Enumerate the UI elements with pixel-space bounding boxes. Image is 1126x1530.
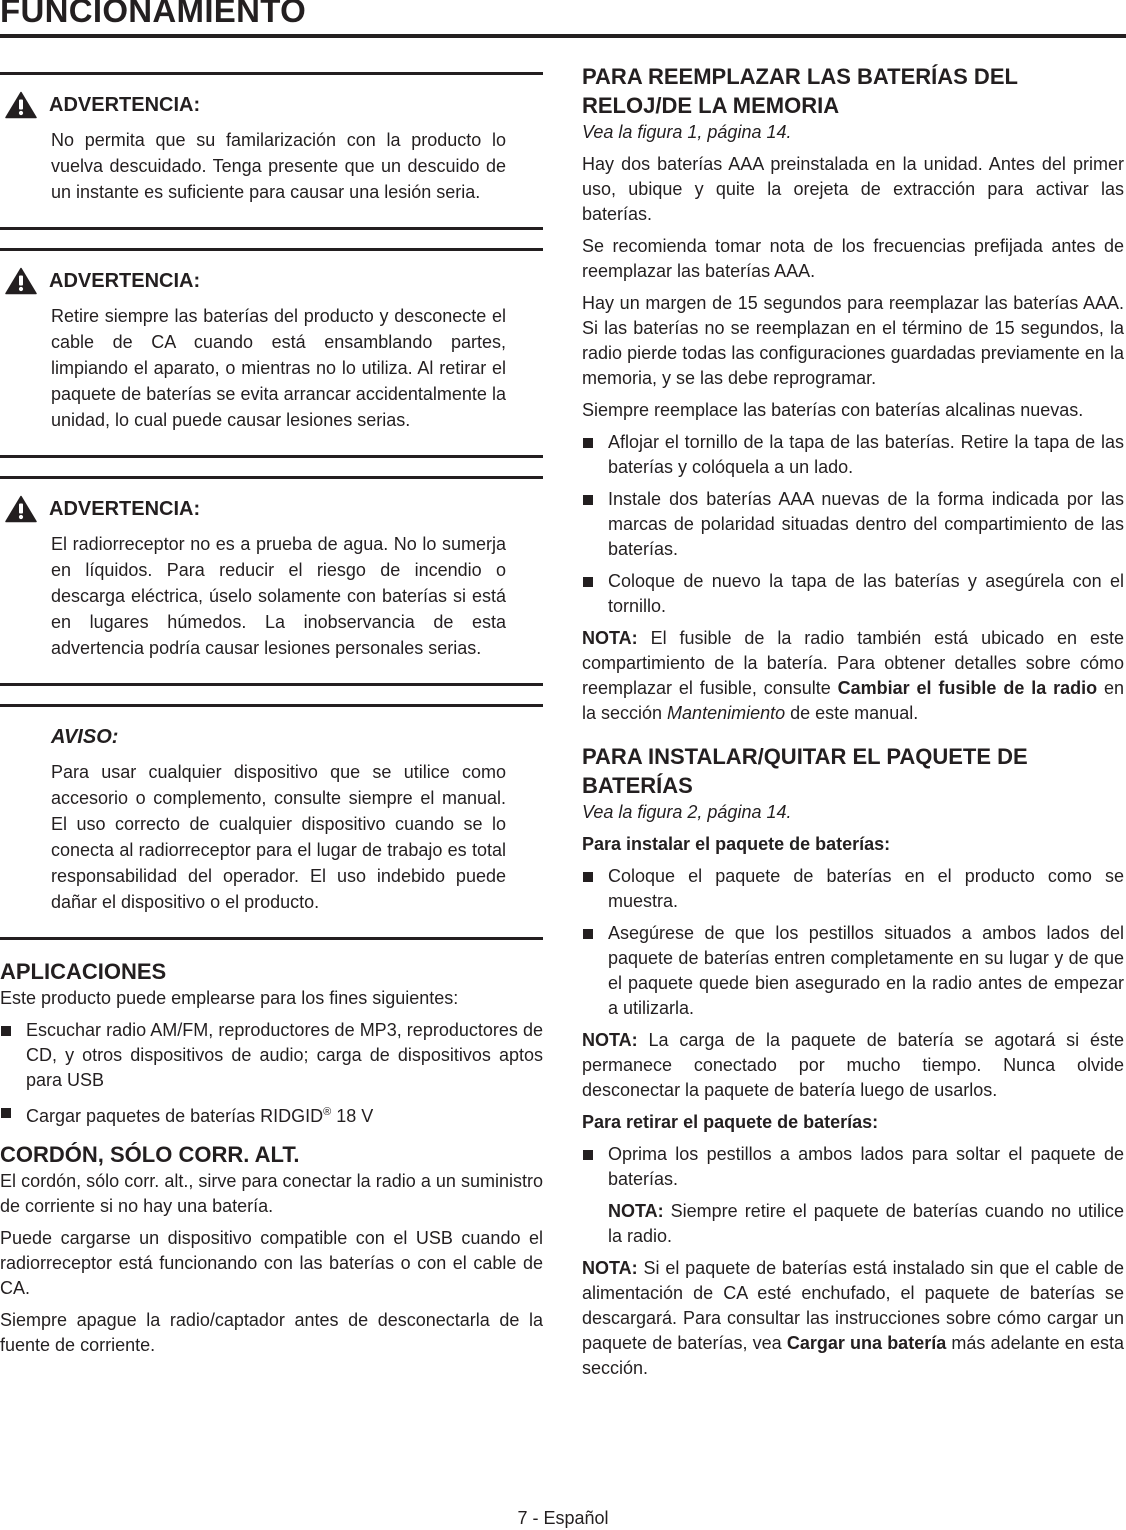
note-label: NOTA: [582,1258,638,1278]
warning-text: No permita que su familarización con la producto lo vuelva descuidado. Tenga presente que un descuido de un instante es suficiente para causar una lesión seria. [51,130,506,202]
warning-header [0,495,543,523]
cross-reference: Cambiar el fusible de la radio [837,678,1098,698]
warning-text: Retire siempre las baterías del producto y desconecte el cable de CA cuando está ensamblando partes, limpiando el aparato, o mientras no lo utiliza. Al retirar el paquete de baterías se evita arrancar accidentalmente la unidad, lo cual puede causar lesiones serias. [51,306,506,430]
notice-label: AVISO: [51,726,119,748]
warning-header [0,267,543,295]
list-item: Asegúrese de que los pestillos situados a ambos lados del paquete de baterías entren completamente en su lugar y de que el paquete quede bien asegurado en la radio antes de empezar a utilizarla. [582,921,1124,1021]
list-item: Escuchar radio AM/FM, reproductores de MP3, reproductores de CD, y otros dispositivos de audio; carga de dispositivos aptos para USB [0,1018,543,1093]
install-steps-list [582,864,1124,1021]
warning-box [0,72,543,230]
inner-note: NOTA: Siempre retire el paquete de baterías cuando no utilice la radio. [608,1201,1124,1246]
note-label: NOTA: [582,1030,638,1050]
warning-header [0,91,543,119]
figure-reference: Vea la figura 1, página 14. [582,122,792,142]
notice-text: Para usar cualquier dispositivo que se utilice como accesorio o complemento, consulte siempre el manual. El uso correcto de cualquier dispositivo cuando se lo conecta al radiorreceptor para el lugar de trabajo es total responsabilidad del operador. El uso indebido puede dañar el dispositivo o el producto. [51,762,506,912]
square-bullet-icon [583,438,593,448]
aplicaciones-list [0,1018,543,1129]
paragraph: El cordón, sólo corr. alt., sirve para conectar la radio a un suministro de corriente si no hay una batería. [0,1171,543,1216]
warning-box [0,248,543,458]
page-title: FUNCIONAMIENTO [0,0,307,29]
note-label: NOTA: [582,628,638,648]
left-column [0,62,543,1365]
list-item: Coloque de nuevo la tapa de las baterías y asegúrela con el tornillo. [582,569,1124,619]
title-rule [0,34,1126,38]
section-heading-paquete: PARA INSTALAR/QUITAR EL PAQUETE DE BATERÍAS [582,744,1028,798]
right-column [582,62,1124,1388]
cross-reference: Cargar una batería [786,1333,947,1353]
section-reference: Mantenimiento [667,703,786,723]
list-item: Instale dos baterías AAA nuevas de la forma indicada por las marcas de polaridad situadas dentro del compartimiento de las baterías. [582,487,1124,562]
notice-box [0,704,543,940]
figure-reference: Vea la figura 2, página 14. [582,802,792,822]
section-heading-aplicaciones: APLICACIONES [0,959,167,984]
section-heading-reloj: PARA REEMPLAZAR LAS BATERÍAS DEL RELOJ/DE LA MEMORIA [582,64,1018,118]
paragraph: Siempre apague la radio/captador antes de desconectarla de la fuente de corriente. [0,1310,543,1355]
section-heading-cordon: CORDÓN, SÓLO CORR. ALT. [0,1142,300,1167]
aplicaciones-intro: Este producto puede emplearse para los fines siguientes: [0,988,459,1008]
note-label: NOTA: [608,1201,664,1221]
square-bullet-icon [1,1108,11,1118]
paragraph: Hay un margen de 15 segundos para reemplazar las baterías AAA. Si las baterías no se reemplazan en el término de 15 segundos, la radio pierde todas las configuraciones guardadas previamente en la memoria, y se las debe reprogramar. [582,293,1124,388]
warning-label: ADVERTENCIA: [49,93,201,116]
warning-triangle-icon [5,267,37,295]
paragraph: Puede cargarse un dispositivo compatible con el USB cuando el radiorreceptor está funcionando con las baterías o con el cable de CA. [0,1228,543,1298]
list-item: Coloque el paquete de baterías en el producto como se muestra. [582,864,1124,914]
square-bullet-icon [583,872,593,882]
warning-triangle-icon [5,91,37,119]
warning-label: ADVERTENCIA: [49,497,201,520]
list-item: Oprima los pestillos a ambos lados para soltar el paquete de baterías. NOTA: Siempre retire el paquete de baterías cuando no utilice la radio. [582,1142,1124,1249]
warning-label: ADVERTENCIA: [49,269,201,292]
registered-mark: ® [323,1106,332,1118]
note-paragraph: NOTA: El fusible de la radio también está ubicado en este compartimiento de la batería. Para obtener detalles sobre cómo reemplazar el fusible, consulte Cambiar el fusible de la radio en la sección Mantenimiento de este manual. [582,628,1125,723]
warning-box [0,476,543,686]
square-bullet-icon [583,495,593,505]
square-bullet-icon [583,1150,593,1160]
subheading: Para instalar el paquete de baterías: [582,834,891,854]
paragraph: Se recomienda tomar nota de los frecuencias prefijada antes de reemplazar las baterías AAA. [582,236,1124,281]
square-bullet-icon [1,1026,11,1036]
list-item: Cargar paquetes de baterías RIDGID® 18 V [0,1100,543,1129]
paragraph: Siempre reemplace las baterías con baterías alcalinas nuevas. [582,400,1084,420]
note-paragraph: NOTA: Si el paquete de baterías está instalado sin que el cable de alimentación de CA esté enchufado, el paquete de baterías se descargará. Para consultar las instrucciones sobre cómo cargar un paquete de baterías, vea Cargar una batería más adelante en esta sección. [582,1258,1124,1378]
paragraph: Hay dos baterías AAA preinstalada en la unidad. Antes del primer uso, ubique y quite la orejeta de extracción para activar las baterías. [582,154,1124,224]
remove-steps-list [582,1142,1124,1249]
subheading: Para retirar el paquete de baterías: [582,1112,879,1132]
reloj-steps-list [582,430,1124,619]
list-item: Aflojar el tornillo de la tapa de las baterías. Retire la tapa de las baterías y colóquela a un lado. [582,430,1124,480]
square-bullet-icon [583,577,593,587]
square-bullet-icon [583,929,593,939]
note-paragraph: NOTA: La carga de la paquete de batería se agotará si éste permanece conectado por mucho tiempo. Nunca olvide desconectar la paquete de batería luego de usarlos. [582,1030,1124,1100]
warning-triangle-icon [5,495,37,523]
warning-text: El radiorreceptor no es a prueba de agua. No lo sumerja en líquidos. Para reducir el riesgo de incendio o descarga eléctrica, úselo solamente con baterías si está en lugares húmedos. La inobservancia de esta advertencia podría causar lesiones personales serias. [51,534,506,658]
page-number: 7 - Español [517,1508,609,1528]
